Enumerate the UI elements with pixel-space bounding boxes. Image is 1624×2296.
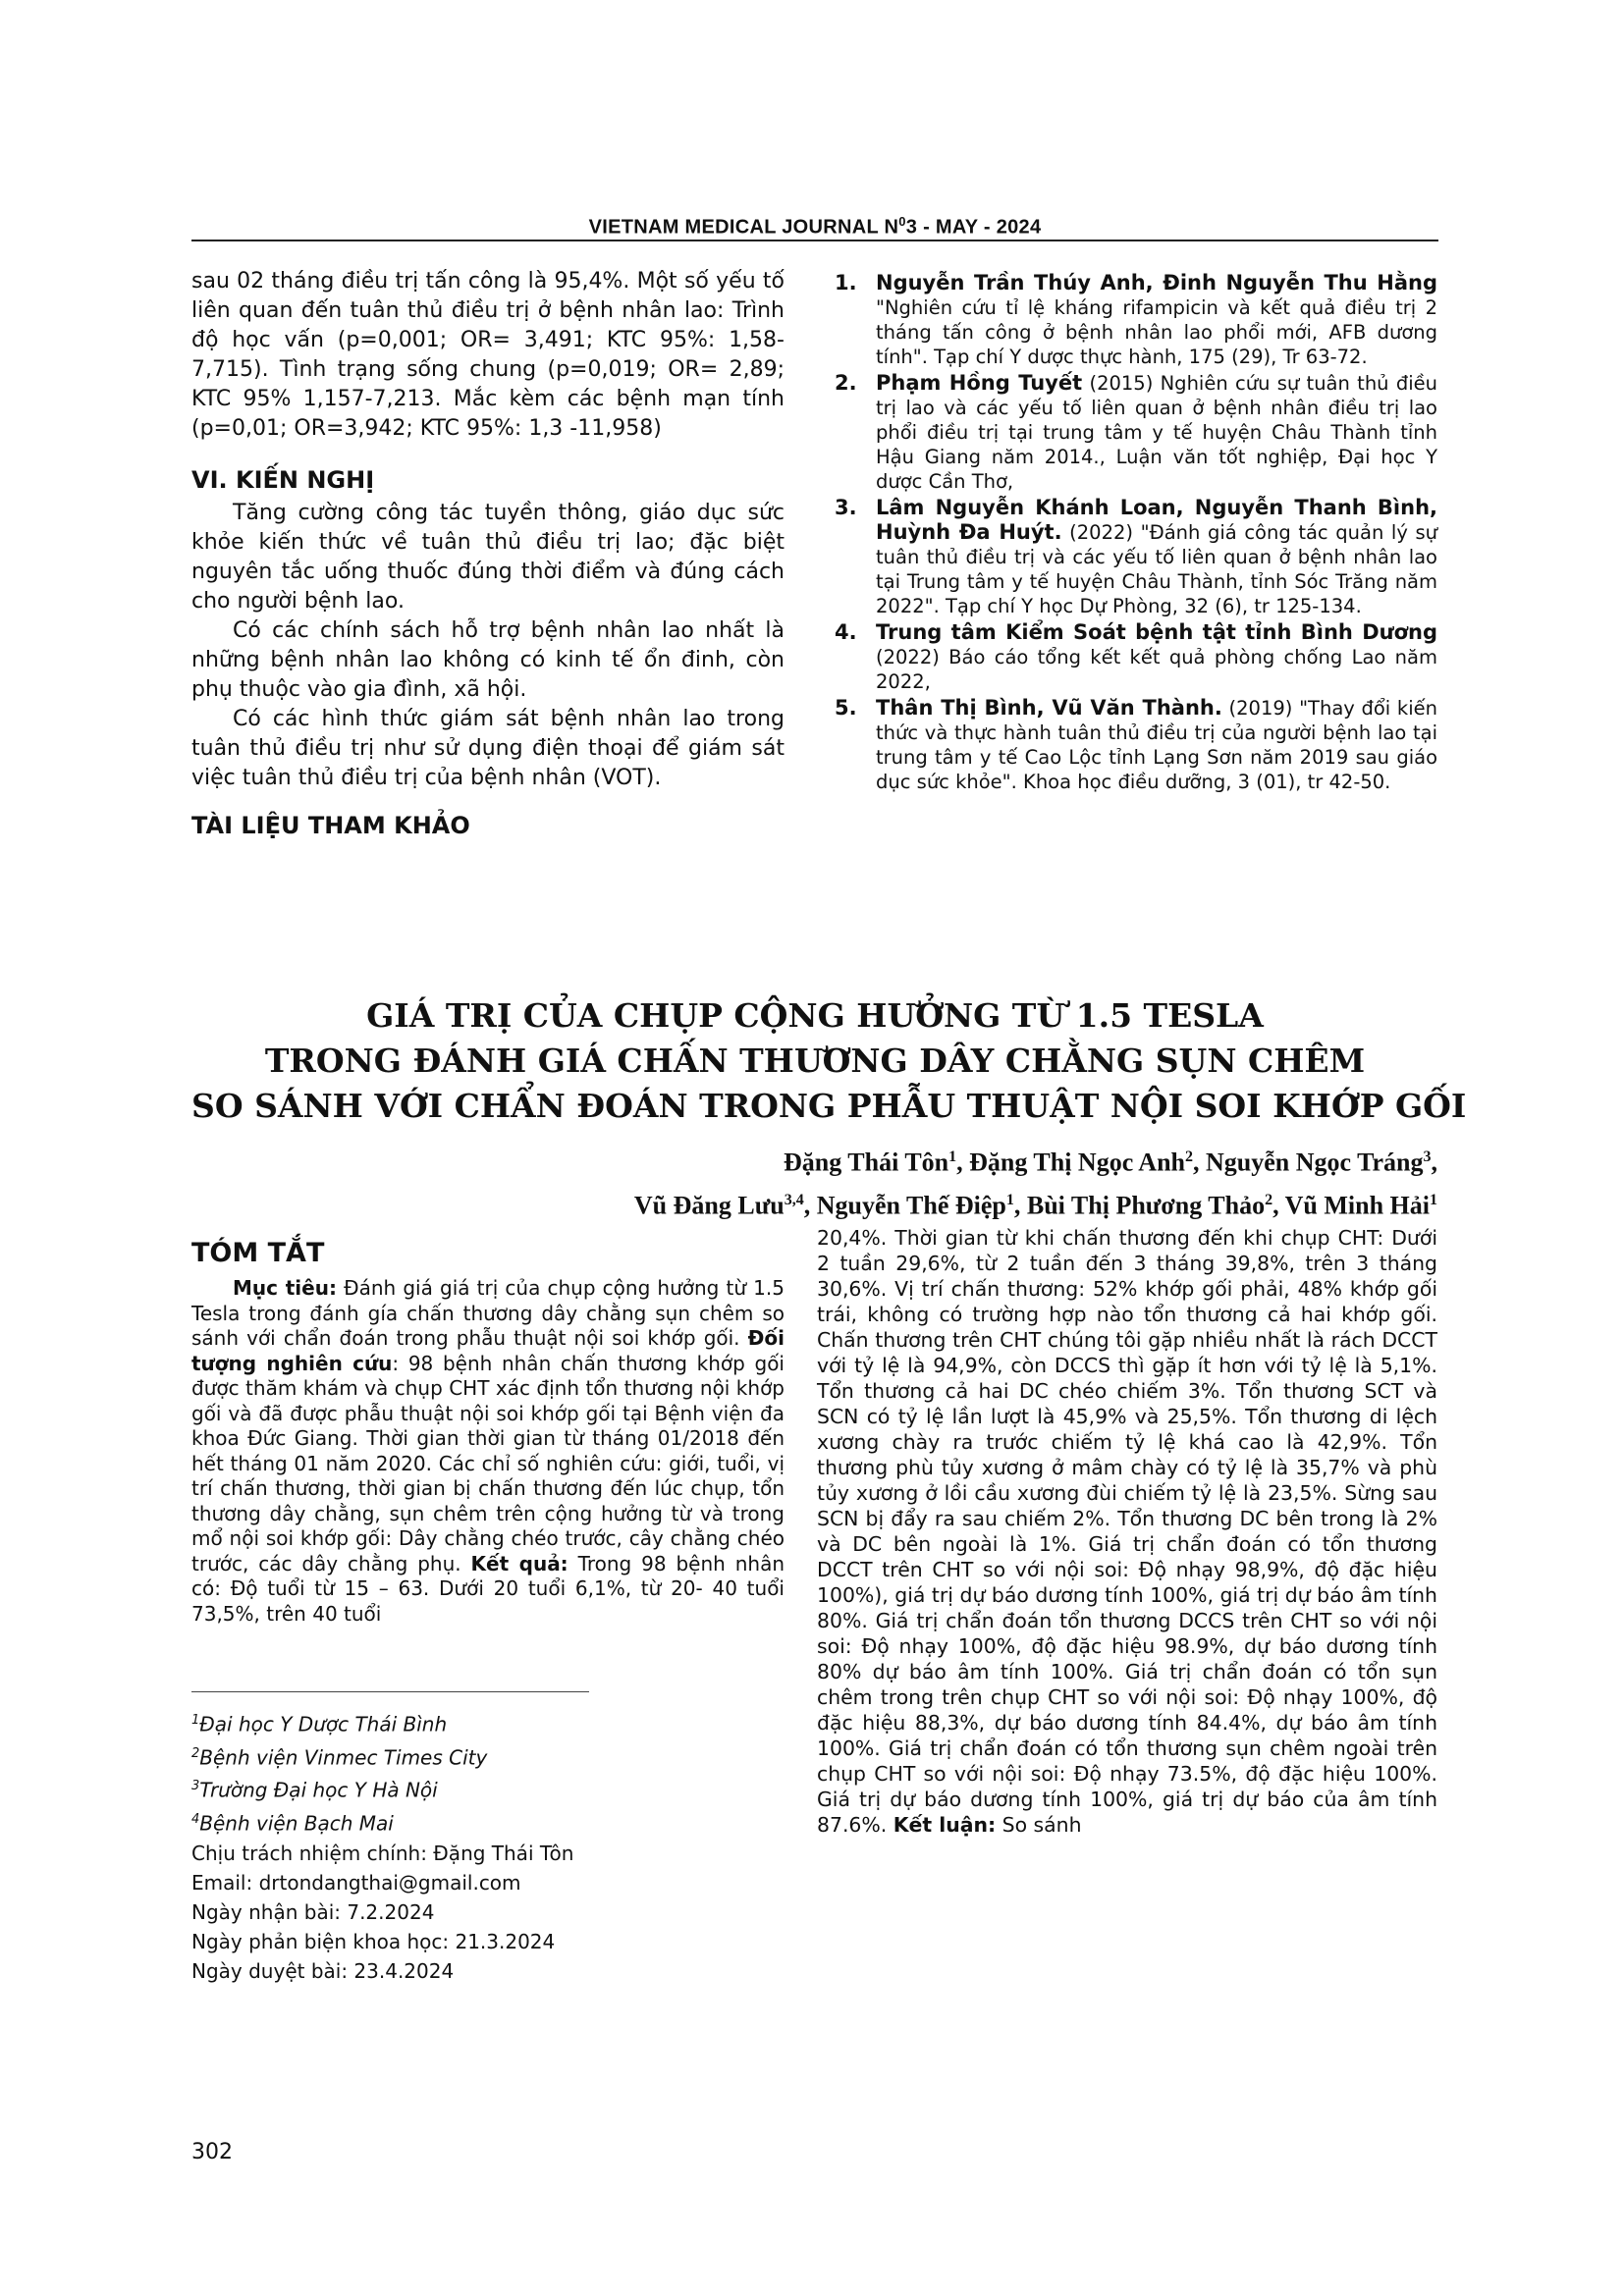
reference-number: 4. (835, 620, 857, 644)
author-name: Đặng Thị Ngọc Anh (969, 1148, 1185, 1177)
author-separator: , (956, 1148, 970, 1177)
header-rule (191, 240, 1438, 241)
reference-authors: Thân Thị Bình, Vũ Văn Thành. (876, 696, 1222, 720)
author-affiliation: 1 (1430, 1191, 1437, 1208)
reference-text: (2022) Báo cáo tổng kết kết quả phòng chống Lao năm 2022, (876, 646, 1437, 693)
running-header (191, 214, 1438, 240)
subjects-label: Đối tượng nghiên cứu (191, 1326, 785, 1375)
reference-authors: Lâm Nguyễn Khánh Loan, Nguyễn Thanh Bình, Huỳnh Đa Huýt. (876, 496, 1437, 544)
recommendations-heading: VI. KIẾN NGHỊ (191, 466, 375, 494)
abstract-right-column (817, 1225, 1437, 1838)
author-name: Đặng Thái Tôn (784, 1148, 949, 1177)
affiliation-footnote (191, 1805, 785, 1839)
author-affiliation: 3,4 (784, 1191, 804, 1208)
affiliation-footnote (191, 1706, 785, 1739)
accepted-date: Ngày duyệt bài: 23.4.2024 (191, 1958, 455, 1983)
references-heading: TÀI LIỆU THAM KHẢO (191, 812, 470, 839)
author-name: Vũ Minh Hải (1284, 1191, 1430, 1220)
received-date: Ngày nhận bài: 7.2.2024 (191, 1899, 435, 1924)
reference-authors: Phạm Hồng Tuyết (876, 371, 1083, 395)
reference-text: (2019) "Thay đổi kiến thức và thực hành tuân thủ điều trị của người bệnh lao tại trung tâm y tế Cao Lộc tỉnh Lạng Sơn năm 2019 sau giáo dục sức khỏe". Khoa học điều dưỡng, 3 (01), tr 42-50. (876, 697, 1437, 793)
conclusion-text: So sánh (996, 1813, 1082, 1837)
header-suffix: 3 - MAY - 2024 (905, 216, 1042, 239)
affiliation-footnote (191, 1739, 785, 1773)
author-affiliation: 3 (1423, 1148, 1432, 1165)
email-line: Email: drtondangthai@gmail.com (191, 1870, 521, 1895)
reference-list (817, 271, 1437, 794)
author-separator: , (1013, 1191, 1027, 1220)
affiliation-number: 4 (191, 1811, 200, 1827)
recommendation-paragraph: Có các hình thức giám sát bệnh nhân lao trong tuân thủ điều trị như sử dụng điện thoại để giám sát việc tuân thủ điều trị của bệnh nhân (VOT). (191, 707, 785, 790)
title-line: TRONG ĐÁNH GIÁ CHẤN THƯƠNG DÂY CHẰNG SỤN CHÊM (264, 1041, 1366, 1080)
authors-line (259, 1182, 1437, 1225)
article-title (191, 993, 1467, 1129)
author-separator: , (1272, 1191, 1285, 1220)
author-affiliation: 1 (948, 1148, 957, 1165)
reference-item (817, 496, 1437, 618)
article-authors (259, 1139, 1437, 1224)
author-affiliation: 1 (1005, 1191, 1014, 1208)
reference-item (817, 271, 1437, 369)
affiliation-number: 2 (191, 1745, 200, 1761)
subjects-text: : 98 bệnh nhân chấn thương khớp gối được thăm khám và chụp CHT xác định tổn thương nội khớp gối và đã được phẫu thuật nội soi khớp gối tại Bệnh viện đa khoa Đức Giang. Thời gian thời gian từ tháng 01/2018 đến hết tháng 01 năm 2020. Các chỉ số nghiên cứu: giới, tuổi, vị trí chấn thương, thời gian bị chấn thương đến lúc chụp, tổn thương dây chằng, sụn chêm trên cộng hưởng từ và trong mổ nội soi khớp gối: Dây chằng chéo trước, cây chằng chéo trước, các dây chằng phụ. (191, 1351, 785, 1575)
author-affiliation: 2 (1185, 1148, 1193, 1165)
affiliation-name: Bệnh viện Bạch Mai (199, 1811, 394, 1836)
author-separator: , (1193, 1148, 1206, 1177)
recommendation-paragraph: Có các chính sách hỗ trợ bệnh nhân lao nhất là những bệnh nhân lao không có kinh tế ổn đinh, còn phụ thuộc vào gia đình, xã hội. (191, 618, 785, 702)
author-affiliation: 2 (1265, 1191, 1273, 1208)
author-separator: , (803, 1191, 817, 1220)
objective-text: Đánh giá giá trị của chụp cộng hưởng từ 1.5 Tesla trong đánh gía chấn thương dây chằng sụn chêm so sánh với chẩn đoán trong phẫu thuật nội soi khớp gối. (191, 1276, 785, 1350)
abstract-left-column (191, 1239, 785, 1627)
author-name: Bùi Thị Phương Thảo (1026, 1191, 1266, 1220)
reference-text: "Nghiên cứu tỉ lệ kháng rifampicin và kết quả điều trị 2 tháng tấn công ở bệnh nhân lao phổi mới, AFB dương tính". Tạp chí Y dược thực hành, 175 (29), Tr 63-72. (876, 296, 1437, 368)
affiliation-number: 3 (191, 1779, 200, 1794)
abstract-results-text: 20,4%. Thời gian từ khi chấn thương đến khi chụp CHT: Dưới 2 tuần 29,6%, từ 2 tuần đến 3 tháng 39,8%, trên 3 tháng 30,6%. Vị trí chấn thương: 52% khớp gối phải, 48% khớp gối trái, không có trường hợp nào tổn thương cả hai khớp gối. Chấn thương trên CHT chúng tôi gặp nhiều nhất là rách DCCT với tỷ lệ là 94,9%, còn DCCS thì gặp ít hơn với tỷ lệ là 5,1%. Tổn thương cả hai DC chéo chiếm 3%. Tổn thương SCT và SCN có tỷ lệ lần lượt là 45,9% và 25,5%. Tổn thương di lệch xương chày ra trước chiếm tỷ lệ khá cao là 42,9%. Tổn thương phù tủy xương ở mâm chày có tỷ lệ là 35,7% và phù tủy xương ở lồi cầu xương đùi chiếm tỷ lệ là 23,5%. Sừng sau SCN bị đẩy ra sau chiếm 2%. Tổn thương DC bên trong là 2% và DC bên ngoài là 1%. Giá trị chẩn đoán có tổn thương DCCT trên CHT so với nội soi: Độ nhạy 98,9%, độ đặc hiệu 100%), giá trị dự báo dương tính 100%, giá trị dự báo âm tính 80%. Giá trị chẩn đoán tổn thương DCCS trên CHT so với nội soi: Độ nhạy 100%, độ đặc hiệu 98.9%, dự báo dương tính 80% dự báo âm tính 100%. Giá trị chẩn đoán có tổn sụn chêm trong trên chụp CHT so với nội soi: Độ nhạy 100%, độ đặc hiệu 88,3%, dự báo dương tính 84.4%, dự báo âm tính 100%. Giá trị chẩn đoán có tổn thương sụn chêm ngoài trên chụp CHT so với nội soi: Độ nhạy 73.5%, độ đặc hiệu 100%. Giá trị dự báo dương tính 100%, giá trị dự báo của âm tính 87.6%. (817, 1226, 1437, 1837)
reference-item (817, 696, 1437, 794)
affiliation-number: 1 (191, 1713, 200, 1728)
conclusion-paragraph: sau 02 tháng điều trị tấn công là 95,4%. Một số yếu tố liên quan đến tuân thủ điều trị ở bệnh nhân lao: Trình độ học vấn (p=0,001; OR= 3,491; KTC 95%: 1,58-7,715). Tình trạng sống chung (p=0,019; OR= 2,89; KTC 95% 1,157-7,213. Mắc kèm các bệnh mạn tính (p=0,01; OR=3,942; KTC 95%: 1,3 -11,958) (191, 269, 785, 441)
affiliation-footnote (191, 1772, 785, 1805)
objective-label: Mục tiêu: (233, 1276, 337, 1300)
results-label: Kết quả: (470, 1551, 568, 1575)
reference-number: 3. (835, 496, 857, 519)
author-name: Nguyễn Thế Điệp (816, 1191, 1006, 1220)
author-separator: , (1431, 1148, 1437, 1177)
references-column (817, 271, 1437, 796)
review-date: Ngày phản biện khoa học: 21.3.2024 (191, 1929, 556, 1953)
reference-authors: Trung tâm Kiểm Soát bệnh tật tỉnh Bình Dương (876, 620, 1437, 644)
reference-text: (2015) Nghiên cứu sự tuân thủ điều trị lao và các yếu tố liên quan ở bệnh nhân điều trị lao phổi điều trị tại trung tâm y tế huyện Châu Thành tỉnh Hậu Giang năm 2014., Luận văn tốt nghiệp, Đại học Y dược Cần Thơ, (876, 372, 1437, 493)
reference-text: (2022) "Đánh giá công tác quản lý sự tuân thủ điều trị và các yếu tố liên quan ở bệnh nhân lao tại Trung tâm y tế huyện Châu Thành, tỉnh Sóc Trăng năm 2022". Tạp chí Y học Dự Phòng, 32 (6), tr 125-134. (876, 521, 1437, 617)
header-number-sup: 0 (898, 214, 906, 229)
reference-number: 5. (835, 696, 857, 720)
reference-number: 2. (835, 371, 857, 395)
affiliation-name: Đại học Y Dược Thái Bình (199, 1712, 448, 1736)
corresponding-author: Chịu trách nhiệm chính: Đặng Thái Tôn (191, 1841, 574, 1865)
page-number: 302 (191, 2140, 233, 2164)
reference-item (817, 371, 1437, 494)
abstract-paragraph (191, 1276, 785, 1627)
conclusion-label: Kết luận: (893, 1813, 997, 1837)
title-line: SO SÁNH VỚI CHẨN ĐOÁN TRONG PHẪU THUẬT NỘI SOI KHỚP GỐI (191, 1087, 1467, 1125)
affiliation-name: Bệnh viện Vinmec Times City (199, 1745, 488, 1770)
reference-number: 1. (835, 271, 857, 294)
author-name: Vũ Đăng Lưu (633, 1191, 785, 1220)
title-line: GIÁ TRỊ CỦA CHỤP CỘNG HƯỞNG TỪ 1.5 TESLA (366, 996, 1264, 1035)
reference-authors: Nguyễn Trần Thúy Anh, Đinh Nguyễn Thu Hằng (876, 271, 1437, 294)
previous-article-left-column (191, 267, 785, 840)
footnote-rule (191, 1691, 589, 1692)
results-text: Trong 98 bệnh nhân có: Độ tuổi từ 15 – 63. Dưới 20 tuổi 6,1%, từ 20- 40 tuổi 73,5%, trên 40 tuổi (191, 1551, 785, 1626)
reference-item (817, 620, 1437, 694)
recommendation-paragraph: Tăng cường công tác tuyền thông, giáo dục sức khỏe kiến thức về tuân thủ điều trị lao; đặc biệt nguyên tắc uống thuốc đúng thời điểm và đúng cách cho người bệnh lao. (191, 501, 785, 614)
header-prefix: VIETNAM MEDICAL JOURNAL N (588, 216, 899, 239)
affiliation-name: Trường Đại học Y Hà Nội (199, 1778, 438, 1802)
footnotes (191, 1706, 785, 1986)
authors-line (259, 1139, 1437, 1182)
abstract-continuation (817, 1225, 1437, 1838)
author-name: Nguyễn Ngọc Tráng (1206, 1148, 1424, 1177)
abstract-heading: TÓM TẮT (191, 1238, 325, 1268)
